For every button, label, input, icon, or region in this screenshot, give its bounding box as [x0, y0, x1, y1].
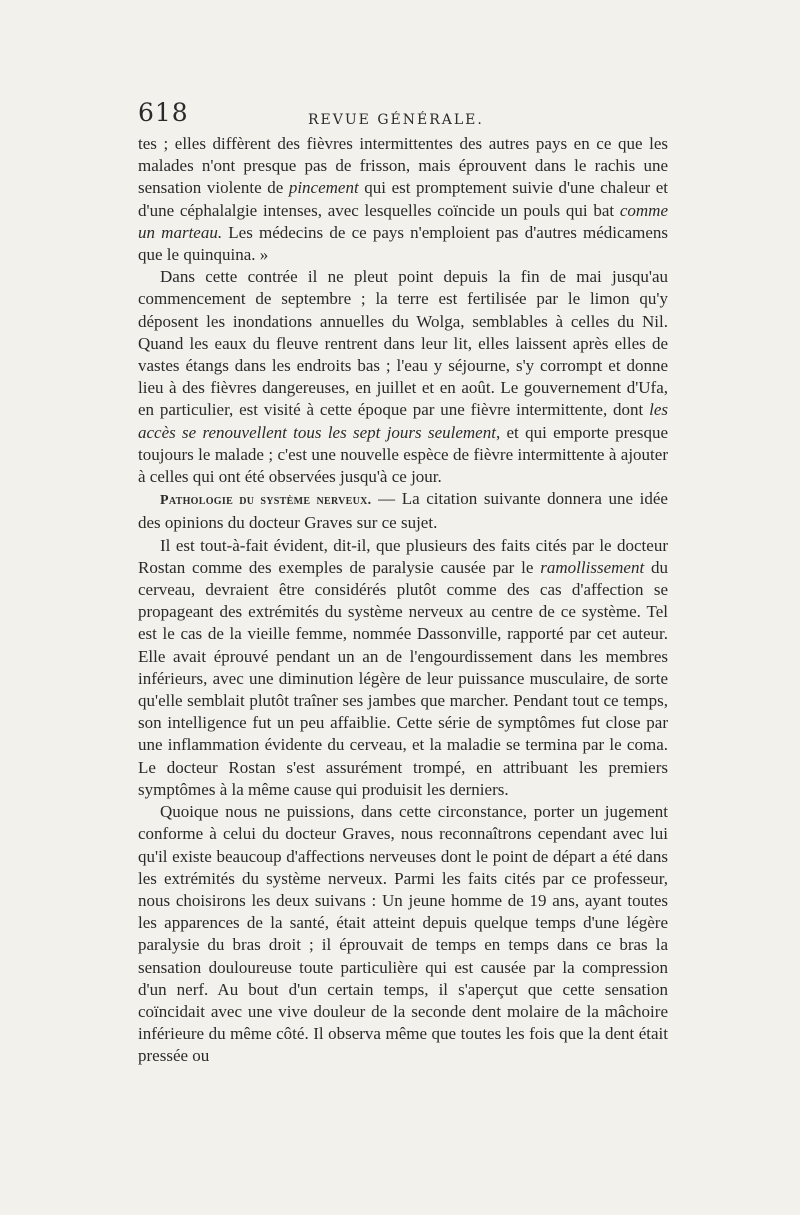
section-heading: Pathologie du système nerveux. — [160, 493, 372, 509]
paragraph-5: Quoique nous ne puissions, dans cette circonstance, porter un jugement conforme à celui du docteur Graves, nous reconnaîtrons cependant avec lui qu'il existe beaucoup d'affections nerveuses dont le point de départ a été dans les extrémités du système nerveux. Parmi les faits cités par ce professeur, nous choisirons les deux suivans : Un jeune homme de 19 ans, ayant toutes les apparences de la santé, était atteint depuis quelque temps d'une légère paralysie du bras droit ; il éprouvait de temps en temps dans ce bras la sensation douloureuse toute particulière qui est causée par la compression d'un nerf. Au bout d'un certain temps, il s'aperçut que cette sensation coïncidait avec une vive douleur de la seconde dent molaire de la mâchoire inférieure du même côté. Il observa même que toutes les fois que la dent était pressée ou — [138, 802, 668, 1066]
paragraph-2: Dans cette contrée il ne pleut point depuis la fin de mai jusqu'au commencement de septembre ; la terre est fertilisée par le limon qu'y déposent les inondations annuelles du Wolga, semblables à celles du Nil. Quand les eaux du fleuve rentrent dans leur lit, elles laissent après elles de vastes étangs dans les endroits bas ; l'eau y séjourne, s'y corrompt et donne lieu à des fièvres dangereuses, en juillet et en août. Le gouvernement d'Ufa, en particulier, est visité à cette époque par une fièvre intermittente, dont les accès se renouvellent tous les sept jours seulement, et qui emporte presque toujours le malade ; c'est une nouvelle espèce de fièvre intermittente à ajouter à celles qui ont été observées jusqu'à ce jour. — [138, 267, 668, 487]
paragraph-1: tes ; elles diffèrent des fièvres intermittentes des autres pays en ce que les malades n'ont presque pas de frisson, mais éprouvent dans le rachis une sensation violente de pincement qui est promptement suivie d'une chaleur et d'une céphalalgie intenses, avec lesquelles coïncide un pouls qui bat comme un marteau. Les médecins de ce pays n'emploient pas d'autres médicamens que le quinquina. » — [138, 134, 669, 265]
paragraph-3-section: Pathologie du système nerveux. — La citation suivante donnera une idée des opinions du docteur Graves sur ce sujet. — [138, 489, 668, 533]
body-text — [138, 133, 668, 1068]
paragraph-4: Il est tout-à-fait évident, dit-il, que plusieurs des faits cités par le docteur Rostan comme des exemples de paralysie causée par le ramollissement du cerveau, devraient être considérés plutôt comme des cas d'affection se propageant des extrémités du système nerveux au centre de ce système. Tel est le cas de la vieille femme, nommée Dassonville, rapporté par cet auteur. Elle avait éprouvé pendant un an de l'engourdissement dans les membres inférieurs, avec une diminution légère de leur puissance musculaire, de sorte qu'elle semblait plutôt traîner ses jambes que marcher. Pendant tout ce temps, son intelligence fut un peu affaiblie. Cette série de symptômes fut close par une inflammation évidente du cerveau, et la maladie se termina par le coma. Le docteur Rostan s'est assurément trompé, en attribuant les premiers symptômes à la même cause qui produisit les derniers. — [138, 535, 669, 799]
running-title: REVUE GÉNÉRALE. — [308, 112, 484, 128]
page-number: 618 — [138, 98, 189, 127]
page-header — [138, 98, 668, 138]
